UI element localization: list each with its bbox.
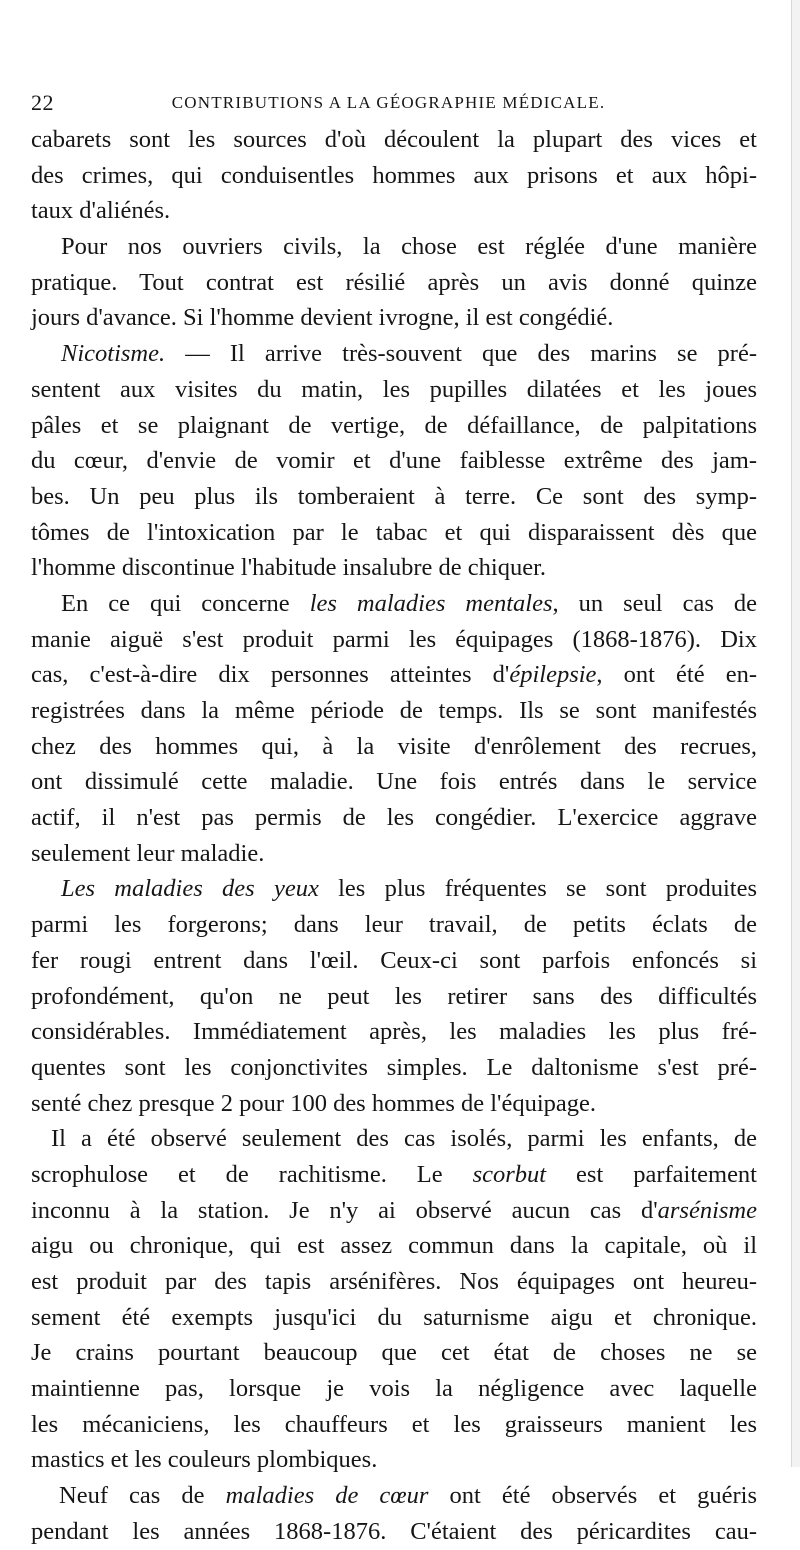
text-line: l'homme discontinue l'habitude insalubre de chiquer. [31,554,547,582]
text-line: fer rougi entrent dans l'œil. Ceux-ci sont parfois enfoncés si [31,946,757,974]
text-line: actif, il n'est pas permis de les congédier. L'exercice aggrave [31,804,757,832]
text-line: cas, c'est-à-dire dix personnes atteintes d'épilepsie, ont été en- [31,661,757,689]
text-line: sentent aux visites du matin, les pupilles dilatées et les joues [31,375,757,403]
text-line: est produit par des tapis arsénifères. Nos équipages ont heureu- [31,1268,757,1295]
page-number: 22 [31,90,54,115]
text-line: maintienne pas, lorsque je vois la négligence avec laquelle [31,1375,757,1403]
italic-term: arsénisme [657,1196,757,1224]
italic-term: Nicotisme. [61,340,166,368]
italic-term: épilepsie [509,661,597,689]
text-line: ont dissimulé cette maladie. Une fois entrés dans le service [31,768,757,796]
text-line: quentes sont les conjonctivites simples. Le daltonisme s'est pré- [31,1053,757,1081]
italic-term: scorbut [472,1160,547,1188]
italic-term: Les maladies des yeux [61,875,319,903]
text-line: des crimes, qui conduisentles hommes aux prisons et aux hôpi- [31,161,757,189]
page-header [31,88,746,118]
text-line: du cœur, d'envie de vomir et d'une faiblesse extrême des jam- [31,447,757,475]
text-line: mastics et les couleurs plombiques. [31,1446,378,1474]
text-line: En ce qui concerne les maladies mentales, un seul cas de [61,589,757,617]
text-line: inconnu à la station. Je n'y ai observé aucun cas d'arsénisme [31,1196,757,1224]
text-line: scrophulose et de rachitisme. Le scorbut est parfaitement [31,1160,757,1188]
text-line: cabarets sont les sources d'où découlent la plupart des vices et [31,126,757,153]
italic-term: maladies de cœur [225,1482,429,1510]
text-line: senté chez presque 2 pour 100 des hommes de l'équipage. [31,1089,597,1117]
text-line: profondément, qu'on ne peut les retirer sans des difficultés [31,982,757,1010]
text-line: pâles et se plaignant de vertige, de défaillance, de palpitations [31,411,757,439]
text-line: manie aiguë s'est produit parmi les équipages (1868-1876). Dix [31,625,757,653]
text-line: Neuf cas de maladies de cœur ont été observés et guéris [59,1482,757,1510]
text-line: les mécaniciens, les chauffeurs et les graisseurs manient les [31,1410,757,1438]
running-title: CONTRIBUTIONS A LA GÉOGRAPHIE MÉDICALE. [171,93,606,112]
text-line: considérables. Immédiatement après, les maladies les plus fré- [31,1018,757,1046]
text-line: Pour nos ouvriers civils, la chose est réglée d'une manière [61,233,757,261]
italic-term: les maladies mentales [309,589,553,617]
text-line: Les maladies des yeux les plus fréquentes se sont produites [61,875,757,903]
text-line: taux d'aliénés. [31,197,171,225]
text-line: sement été exempts jusqu'ici du saturnisme aigu et chronique. [31,1303,757,1331]
text-line: aigu ou chronique, qui est assez commun dans la capitale, où il [31,1232,757,1260]
text-line: Nicotisme. — Il arrive très-souvent que des marins se pré- [61,340,757,368]
text-line: pratique. Tout contrat est résilié après un avis donné quinze [31,268,757,296]
body-text [31,122,757,1550]
text-line: chez des hommes qui, à la visite d'enrôlement des recrues, [31,732,757,760]
page-edge [791,0,800,1467]
text-line: pendant les années 1868-1876. C'étaient des péricardites cau- [31,1517,757,1545]
text-line: parmi les forgerons; dans leur travail, de petits éclats de [31,911,757,939]
text-line: jours d'avance. Si l'homme devient ivrogne, il est congédié. [31,304,614,332]
text-line: tômes de l'intoxication par le tabac et qui disparaissent dès que [31,518,757,546]
text-line: Je crains pourtant beaucoup que cet état de choses ne se [31,1339,757,1367]
text-line: Il a été observé seulement des cas isolés, parmi les enfants, de [51,1125,757,1153]
text-line: bes. Un peu plus ils tomberaient à terre. Ce sont des symp- [31,482,757,510]
text-line: seulement leur maladie. [31,839,265,867]
text-line: registrées dans la même période de temps. Ils se sont manifestés [31,697,757,724]
